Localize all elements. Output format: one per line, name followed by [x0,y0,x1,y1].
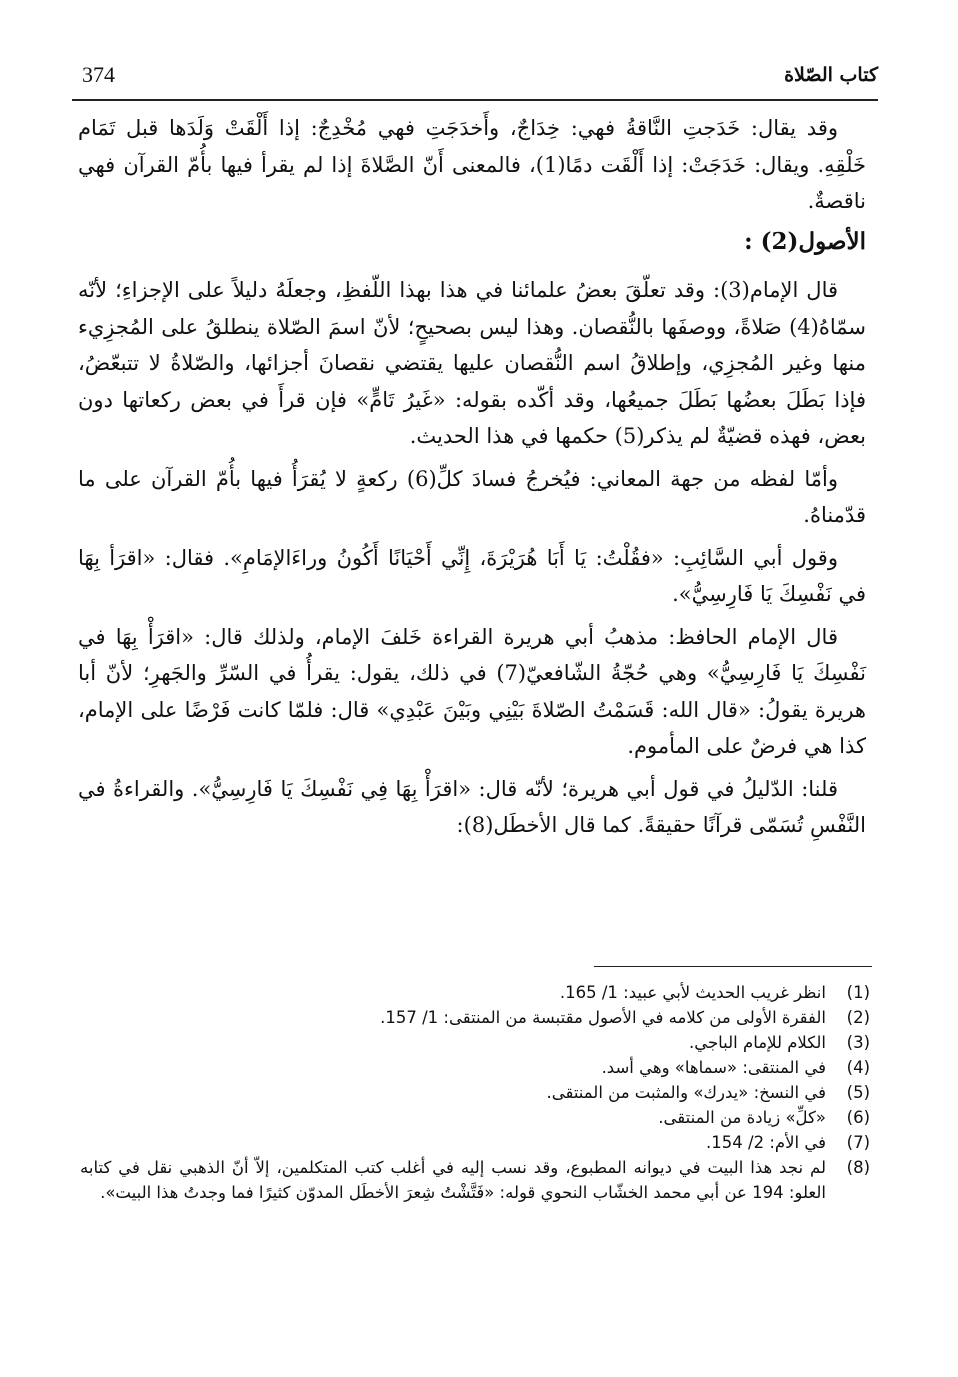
footnote-text: انظر غريب الحديث لأبي عبيد: 1/ 165. [559,983,826,1002]
paragraph-hafiz: قال الإمام الحافظ: مذهبُ أبي هريرة القراءة خَلفَ الإمام، ولذلك قال: «اقرَأْ بِهَا في نَفْسِكَ يَا فَارِسِيُّ» وهي حُجّةُ الشّافعيّ(7) في ذلك، يقول: يقرأُ في السّرِّ والجَهرِ؛ لأنّ أبا هريرة يقولُ: «قال الله: قَسَمْتُ الصّلاةَ بَيْنِي وبَيْنَ عَبْدِي» قال: فلمّا كانت فَرْضًا على الإمام، كذا هي فرضٌ على المأموم. [78,624,866,758]
footnote-text: في الأم: 2/ 154. [706,1133,826,1152]
footnote-item [80,1105,870,1130]
footnote-number: (7) [846,1133,870,1152]
footnote-item [80,1055,870,1080]
footnote-rule [594,966,872,967]
footnote-item [80,1030,870,1055]
section-heading: الأصول(2) : [744,227,866,255]
footnote-number: (5) [846,1083,870,1102]
footnote-number: (2) [846,1008,870,1027]
paragraph-imam: قال الإمام(3): وقد تعلّقَ بعضُ علمائنا في هذا بهذا اللّفظِ، وجعلَهُ دليلاً على الإجزاءِ؛ لأنّه سمّاهُ(4) صَلاةً، ووصفَها بالنُّقصان. وهذا ليس بصحيحٍ؛ لأنّ اسمَ الصّلاة ينطلقُ على المُجزِيء منها وغير المُجزِي، وإطلاقُ اسم النُّقصان عليها يقتضي نقصانَ أجزائها، والصّلاةُ لا تتبعّضُ، فإذا بَطَلَ بعضُها بَطَلَ جميعُها، وقد أكّده بقوله: «غَيرُ تَامٍّ» فإن قرأَ في بعض ركعاتها دون بعض، فهذه قضيّةٌ لم يذكر(5) حكمها في هذا الحديث. [78,278,866,448]
footnote-text: الفقرة الأولى من كلامه في الأصول مقتبسة من المنتقى: 1/ 157. [380,1008,826,1027]
paragraph-definition: وقد يقال: خَدَجتِ النَّاقةُ فهي: خِدَاجٌ، وأَخدَجَتِ فهي مُخْدِجٌ: إذا أَلْقَتْ وَلَدَها قبل تَمَام خَلْقِهِ. ويقال: خَدَجَتْ: إذا أَلْقَت دمًا(1)، فالمعنى أَنّ الصَّلاةَ إذا لم يقرأ فيها بأُمّ القرآن فهي ناقصةٌ. [78,116,866,213]
footnote-item [80,1005,870,1030]
main-text [78,110,866,844]
footnote-text: الكلام للإمام الباجي. [688,1033,826,1052]
footnote-number: (3) [846,1033,870,1052]
paragraph-meanings: وأمّا لفظه من جهة المعاني: فيُخرجُ فسادَ كلِّ(6) ركعةٍ لا يُقرَأُ فيها بأُمّ القرآن على ما قدّمناهُ. [78,466,866,527]
footnote-item [80,980,870,1005]
footnote-text: لم نجد هذا البيت في ديوانه المطبوع، وقد نسب إليه في أغلب كتب المتكلمين، إلاّ أنّ الذهبي نقل في كتابه العلو: 194 عن أبي محمد الخشّاب النحوي قوله: «فَتَّشْتُ شِعرَ الأخطَل المدوّن كثيرًا فما وجدتُ هذا البيت». [80,1158,826,1202]
page-number: 374 [82,62,115,87]
paragraph-qulna: قلنا: الدّليلُ في قول أبي هريرة؛ لأنّه قال: «اقرَأْ بِهَا فِي نَفْسِكَ يَا فَارِسِيُّ». والقراءةُ في النَّفْسِ تُسَمّى قرآنًا حقيقةً. كما قال الأخطَل(8): [78,776,866,837]
footnote-text: في المنتقى: «سماها» وهي أسد. [601,1058,826,1077]
page-header [72,62,878,98]
footnote-number: (4) [846,1058,870,1077]
footnote-item [80,1155,870,1205]
footnote-number: (6) [846,1108,870,1127]
footnote-number: (1) [846,983,870,1002]
footnotes [80,980,870,1205]
footnote-item [80,1080,870,1105]
paragraph-abu-saib: وقول أبي السَّائِبِ: «فقُلْتُ: يَا أَبَا هُرَيْرَةَ، إِنِّي أَحْيَانًا أَكُونُ وراءَالإمَامِ». فقال: «اقرَأ بِهَا في نَفْسِكَ يَا فَارِسِيُّ». [78,545,866,606]
footnote-number: (8) [846,1158,870,1177]
footnote-text: «كلِّ» زيادة من المنتقى. [658,1108,826,1127]
footnote-item [80,1130,870,1155]
header-rule [72,99,878,101]
footnote-text: في النسخ: «يدرك» والمثبت من المنتقى. [546,1083,826,1102]
running-title: كتاب الصّلاة [784,64,878,86]
